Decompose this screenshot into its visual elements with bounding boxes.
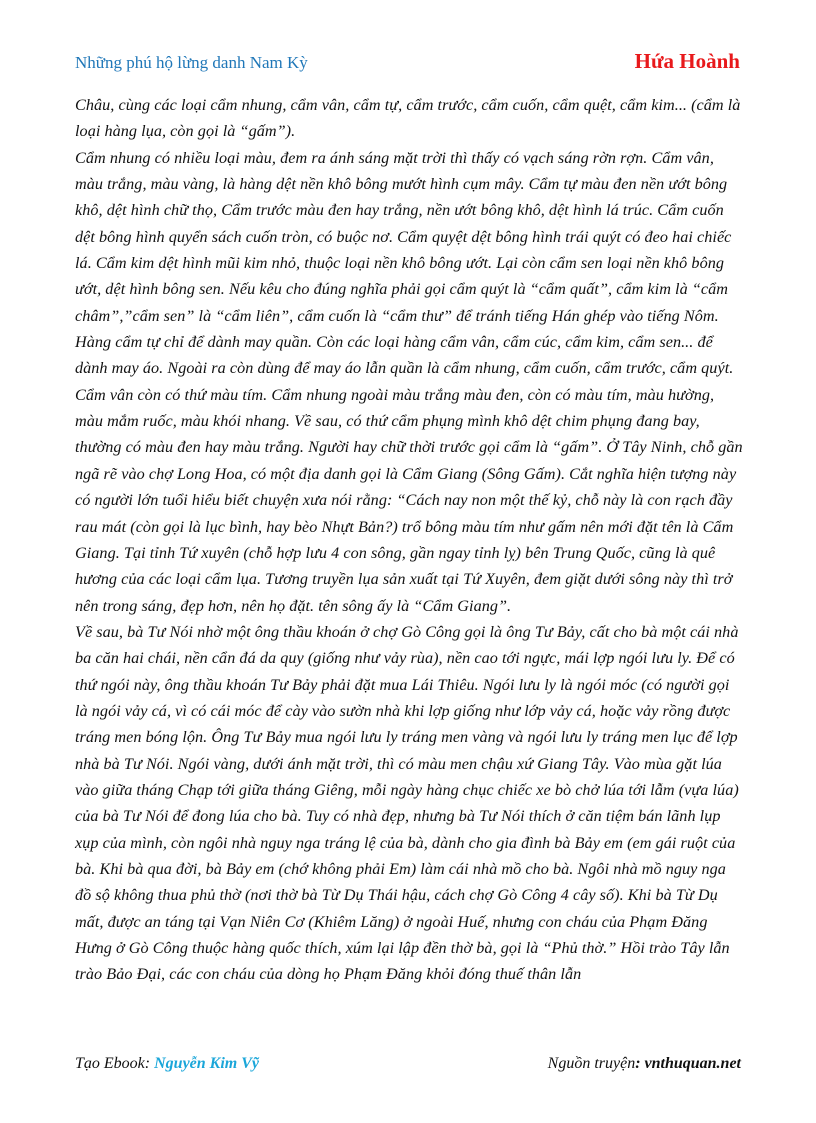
author-name: Hứa Hoành <box>634 49 740 73</box>
source-separator: : <box>635 1055 645 1072</box>
ebook-label: Tạo Ebook <box>75 1055 145 1072</box>
source-site[interactable]: vnthuquan.net <box>644 1055 741 1072</box>
book-title: Những phú hộ lừng danh Nam Kỳ <box>75 53 308 72</box>
paragraph: Về sau, bà Tư Nói nhờ một ông thầu khoán ở chợ Gò Công gọi là ông Tư Bảy, cất cho bà một cái nhà ba căn hai chái, nền cẩn đá da quy (giống như vảy rùa), nền cao tới ngực, mái lợp ngói lưu ly. Để có thứ ngói này, ông thầu khoán Tư Bảy phải đặt mua Lái Thiêu. Ngói lưu ly là ngói móc (có người gọi là ngói vảy cá, vì có cái móc để cày vào sườn nhà khi lợp giống như lớp vảy cá, hoặc vảy rồng được tráng men bóng lộn. Ông Tư Bảy mua ngói lưu ly tráng men vàng và ngói lưu ly tráng men lục để lợp nhà bà Tư Nói. Ngói vàng, dưới ánh mặt trời, thì có màu men chậu xứ Giang Tây. Vào mùa gặt lúa vào giữa tháng Chạp tới giữa tháng Giêng, mỗi ngày hàng chục chiếc xe bò chở lúa tới lẫm (vựa lúa) của bà Tư Nói để đong lúa cho bà. Tuy có nhà đẹp, nhưng bà Tư Nói thích ở căn tiệm bán lãnh lụp xụp của mình, còn ngôi nhà nguy nga tráng lệ của bà, dành cho gia đình bà Bảy em (em gái ruột của bà. Khi bà qua đời, bà Bảy em (chớ không phải Em) làm cái nhà mồ cho bà. Ngôi nhà mồ nguy nga đồ sộ không thua phủ thờ (nơi thờ bà Từ Dụ Thái hậu, cách chợ Gò Công 4 cây số). Khi bà Từ Dụ mất, được an táng tại Vạn Niên Cơ (Khiêm Lăng) ở ngoài Huế, nhưng con cháu của Phạm Đăng Hưng ở Gò Công thuộc hàng quốc thích, xúm lại lập đền thờ bà, gọi là “Phủ thờ.” Hồi trào Tây lẫn trào Bảo Đại, các con cháu của dòng họ Phạm Đăng khỏi đóng thuế thân lẫn <box>75 622 739 984</box>
source-credit <box>548 1055 741 1073</box>
paragraph: Châu, cùng các loại cẩm nhung, cẩm vân, cẩm tự, cẩm trước, cẩm cuốn, cẩm quệt, cẩm kim... (cẩm là loại hàng lụa, còn gọi là “gấm”). <box>75 96 741 141</box>
ebook-separator: : <box>144 1055 155 1072</box>
body-text <box>75 92 743 988</box>
ebook-credit <box>75 1055 259 1073</box>
ebook-author: Nguyễn Kim Vỹ <box>154 1055 259 1072</box>
source-label: Nguồn truyện <box>547 1055 636 1072</box>
paragraph: Cẩm nhung có nhiều loại màu, đem ra ánh sáng mặt trời thì thấy có vạch sáng rờn rợn. Cẩm vân, màu trắng, màu vàng, là hàng dệt nền khô bông mướt hình cụm mây. Cẩm tự màu đen nền ướt bông khô, dệt hình chữ thọ, Cẩm trước màu đen hay trắng, nền ướt bông khô, dệt hình lá trúc. Cẩm cuốn dệt bông hình quyển sách cuốn tròn, có buộc nơ. Cẩm quyệt dệt bông hình trái quýt có đeo hai chiếc lá. Cẩm kim dệt hình mũi kim nhỏ, thuộc loại nền khô bông ướt. Lại còn cẩm sen loại nền khô bông ướt, dệt hình bông sen. Nếu kêu cho đúng nghĩa phải gọi cẩm quýt là “cẩm quất”, cẩm kim là “cẩm châm”,”cẩm sen” là “cẩm liên”, cẩm cuốn là “cẩm thư” để tránh tiếng Hán ghép vào tiếng Nôm. Hàng cẩm tự chỉ để dành may quần. Còn các loại hàng cẩm vân, cẩm cúc, cẩm kim, cẩm sen... để dành may áo. Ngoài ra còn dùng để may áo lẫn quần là cẩm nhung, cẩm cuốn, cẩm trước, cẩm quýt. Cẩm vân còn có thứ màu tím. Cẩm nhung ngoài màu trắng màu đen, còn có màu tím, màu hường, màu mắm ruốc, màu khói nhang. Về sau, có thứ cẩm phụng mình khô dệt chim phụng đang bay, thường có màu đen hay màu trắng. Người hay chữ thời trước gọi cẩm là “gấm”. Ở Tây Ninh, chỗ gần ngã rẽ vào chợ Long Hoa, có một địa danh gọi là Cẩm Giang (Sông Gấm). Cắt nghĩa hiện tượng này có người lớn tuổi hiểu biết chuyện xưa nói rằng: “Cách nay non một thế kỷ, chỗ này là con rạch đầy rau mát (còn gọi là lục bình, hay bèo Nhựt Bản?) trổ bông màu tím như gấm nên mới đặt tên là Cẩm Giang. Tại tỉnh Tứ xuyên (chỗ hợp lưu 4 con sông, gần ngay tỉnh lỵ) bên Trung Quốc, cũng là quê hương của các loại cẩm lụa. Tương truyền lụa sản xuất tại Tứ Xuyên, đem giặt dưới sông này thì trở nên trong sáng, đẹp hơn, nên họ đặt. tên sông ấy là “Cẩm Giang”. <box>75 148 743 615</box>
